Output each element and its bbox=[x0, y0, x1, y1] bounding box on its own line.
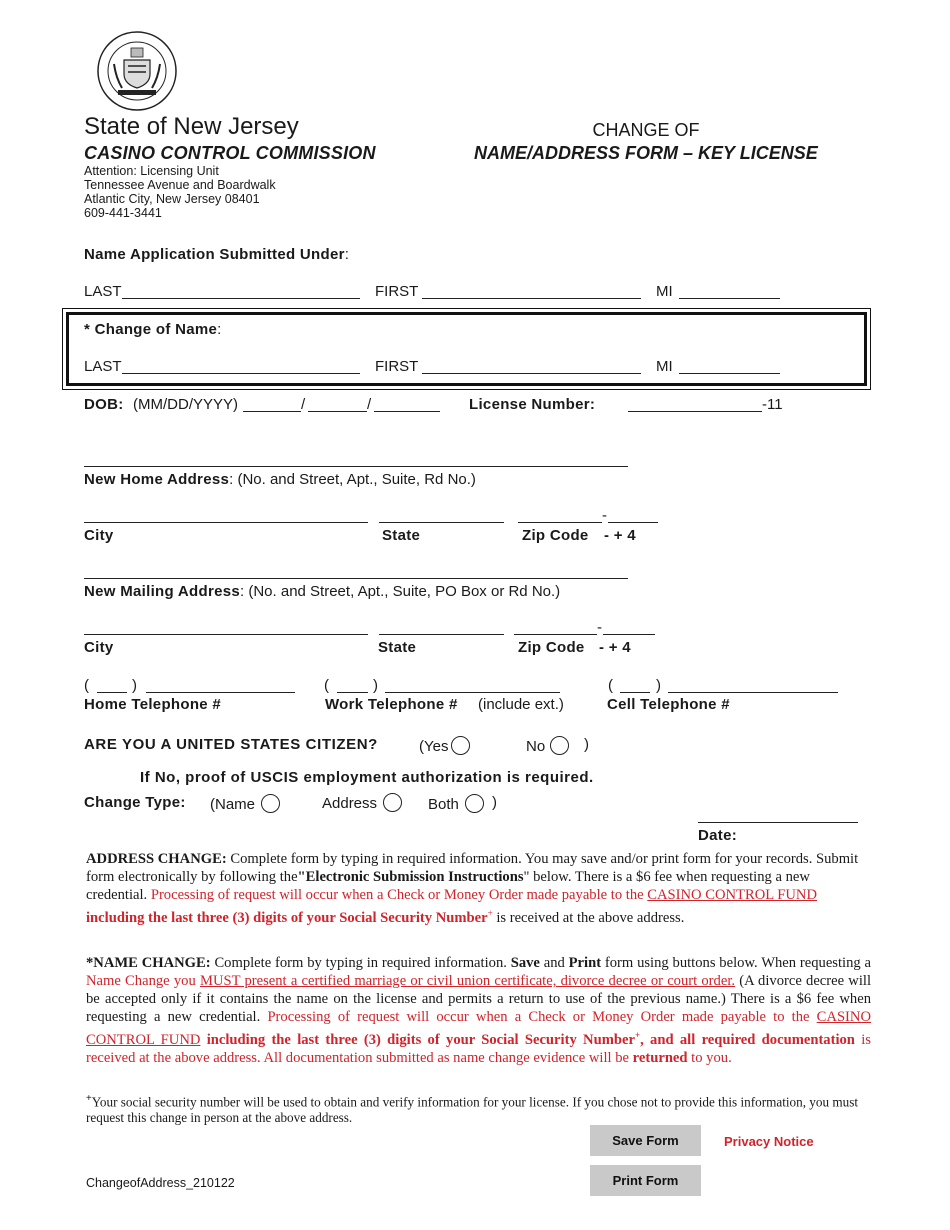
dob-label: DOB: bbox=[84, 396, 124, 413]
home-zip4-field[interactable] bbox=[608, 522, 658, 523]
dob-day-field[interactable] bbox=[308, 411, 367, 412]
dob-slash-1: / bbox=[301, 396, 306, 413]
commission-title: CASINO CONTROL COMMISSION bbox=[84, 143, 376, 163]
ssn-footnote: +Your social security number will be used to obtain and verify information for your license. If you chose not to provide this information, you must request this change in person at the above address. bbox=[86, 1093, 859, 1126]
form-title-line-2: NAME/ADDRESS FORM – KEY LICENSE bbox=[474, 143, 818, 163]
license-number-field[interactable] bbox=[628, 411, 762, 412]
new-first-label: FIRST bbox=[375, 358, 419, 375]
new-first-field[interactable] bbox=[422, 373, 641, 374]
dob-month-field[interactable] bbox=[243, 411, 301, 412]
citizen-no-option: No bbox=[526, 736, 569, 755]
home-phone-paren-close: ) bbox=[132, 677, 137, 694]
save-form-button[interactable]: Save Form bbox=[590, 1125, 701, 1156]
address-line-4: 609-441-3441 bbox=[84, 206, 162, 220]
work-phone-hint: (include ext.) bbox=[478, 696, 564, 713]
citizen-question: ARE YOU A UNITED STATES CITIZEN? bbox=[84, 736, 378, 753]
change-type-both-radio[interactable] bbox=[465, 794, 484, 813]
print-form-button[interactable]: Print Form bbox=[590, 1165, 701, 1196]
date-field[interactable] bbox=[698, 822, 858, 823]
mailing-street-field[interactable] bbox=[84, 578, 628, 579]
cell-phone-label: Cell Telephone # bbox=[607, 696, 730, 713]
name-submitted-heading: Name Application Submitted Under: bbox=[84, 246, 349, 263]
mailing-city-field[interactable] bbox=[84, 634, 368, 635]
home-phone-field[interactable] bbox=[146, 692, 295, 693]
mailing-zip-label: Zip Code bbox=[518, 639, 585, 656]
work-area-code-field[interactable] bbox=[337, 692, 368, 693]
uscis-note: If No, proof of USCIS employment authorization is required. bbox=[140, 769, 594, 786]
home-phone-label: Home Telephone # bbox=[84, 696, 222, 713]
address-line-2: Tennessee Avenue and Boardwalk bbox=[84, 178, 276, 192]
home-street-field[interactable] bbox=[84, 466, 628, 467]
dob-format: (MM/DD/YYYY) bbox=[133, 396, 238, 413]
state-seal-icon bbox=[96, 30, 178, 112]
change-type-address-radio[interactable] bbox=[383, 793, 402, 812]
change-type-label: Change Type: bbox=[84, 794, 186, 811]
citizen-no-radio[interactable] bbox=[550, 736, 569, 755]
mailing-address-label: New Mailing Address: (No. and Street, Apt., Suite, PO Box or Rd No.) bbox=[84, 583, 561, 600]
home-address-label: New Home Address: (No. and Street, Apt., Suite, Rd No.) bbox=[84, 471, 476, 488]
home-phone-paren-open: ( bbox=[84, 677, 89, 694]
dob-year-field[interactable] bbox=[374, 411, 440, 412]
license-number-suffix: -11 bbox=[762, 396, 783, 413]
form-id: ChangeofAddress_210122 bbox=[86, 1176, 235, 1190]
name-change-paragraph: *NAME CHANGE: Complete form by typing in required information. Save and Print form using buttons below. When requesting a Name Change you MUST present a certified marriage or civil union certificate, divorce decree or court order. (A divorce decree will be accepted only if it contains the name on the license and permits a return to use of the previous name.) There is a $6 fee when requesting a new credential. Processing of request will occur when a Check or Money Order made payable to the CASINO CONTROL FUND including the last three (3) digits of your Social Security Number+, and all required documentation is received at the above address. All documentation submitted as name change evidence will be returned to you. bbox=[86, 955, 872, 1066]
home-city-label: City bbox=[84, 527, 114, 544]
home-zip-field[interactable] bbox=[518, 522, 602, 523]
cell-area-code-field[interactable] bbox=[620, 692, 650, 693]
change-type-name-option: (Name bbox=[210, 794, 280, 813]
home-state-field[interactable] bbox=[379, 522, 504, 523]
form-title-line-1: CHANGE OF bbox=[592, 120, 700, 140]
change-type-address-option: Address bbox=[322, 793, 402, 812]
work-phone-paren-open: ( bbox=[324, 677, 329, 694]
dob-slash-2: / bbox=[367, 396, 372, 413]
new-mi-field[interactable] bbox=[679, 373, 780, 374]
new-mi-label: MI bbox=[656, 358, 673, 375]
submitted-last-field[interactable] bbox=[122, 298, 360, 299]
mailing-zip4-field[interactable] bbox=[603, 634, 655, 635]
submitted-mi-label: MI bbox=[656, 283, 673, 300]
state-title: State of New Jersey bbox=[84, 113, 299, 140]
new-last-field[interactable] bbox=[122, 373, 360, 374]
date-label: Date: bbox=[698, 827, 738, 844]
mailing-zip-dash: - bbox=[597, 619, 602, 636]
mailing-state-field[interactable] bbox=[379, 634, 504, 635]
mailing-plus4-label: - + 4 bbox=[599, 639, 631, 656]
change-type-both-option: Both bbox=[428, 794, 484, 813]
submitted-mi-field[interactable] bbox=[679, 298, 780, 299]
home-state-label: State bbox=[382, 527, 421, 544]
work-phone-paren-close: ) bbox=[373, 677, 378, 694]
submitted-last-label: LAST bbox=[84, 283, 122, 300]
home-zip-dash: - bbox=[602, 507, 607, 524]
address-change-paragraph: ADDRESS CHANGE: Complete form by typing in required information. You may save and/or print form for your records. Submit form electronically by following the"Electronic Submission Instructions" below. There is a $6 fee when requesting a new credential. Processing of request will occur when a Check or Money Order made payable to the CASINO CONTROL FUND including the last three (3) digits of your Social Security Number+ is received at the above address. bbox=[86, 851, 859, 926]
cell-phone-paren-close: ) bbox=[656, 677, 661, 694]
license-number-label: License Number: bbox=[469, 396, 596, 413]
submitted-first-label: FIRST bbox=[375, 283, 419, 300]
change-type-name-radio[interactable] bbox=[261, 794, 280, 813]
mailing-state-label: State bbox=[378, 639, 417, 656]
citizen-yes-radio[interactable] bbox=[451, 736, 470, 755]
cell-phone-paren-open: ( bbox=[608, 677, 613, 694]
address-line-3: Atlantic City, New Jersey 08401 bbox=[84, 192, 260, 206]
home-area-code-field[interactable] bbox=[97, 692, 127, 693]
privacy-notice-link[interactable]: Privacy Notice bbox=[724, 1134, 814, 1149]
submitted-first-field[interactable] bbox=[422, 298, 641, 299]
work-phone-label: Work Telephone # bbox=[325, 696, 458, 713]
mailing-city-label: City bbox=[84, 639, 114, 656]
citizen-close-paren: ) bbox=[584, 736, 589, 753]
change-type-close-paren: ) bbox=[492, 794, 497, 811]
home-city-field[interactable] bbox=[84, 522, 368, 523]
address-line-1: Attention: Licensing Unit bbox=[84, 164, 219, 178]
mailing-zip-field[interactable] bbox=[514, 634, 597, 635]
cell-phone-field[interactable] bbox=[668, 692, 838, 693]
new-last-label: LAST bbox=[84, 358, 122, 375]
home-zip-label: Zip Code bbox=[522, 527, 589, 544]
work-phone-field[interactable] bbox=[385, 692, 560, 693]
change-of-name-heading: * Change of Name: bbox=[84, 321, 222, 338]
citizen-yes-option: (Yes bbox=[419, 736, 470, 755]
home-plus4-label: - + 4 bbox=[604, 527, 636, 544]
